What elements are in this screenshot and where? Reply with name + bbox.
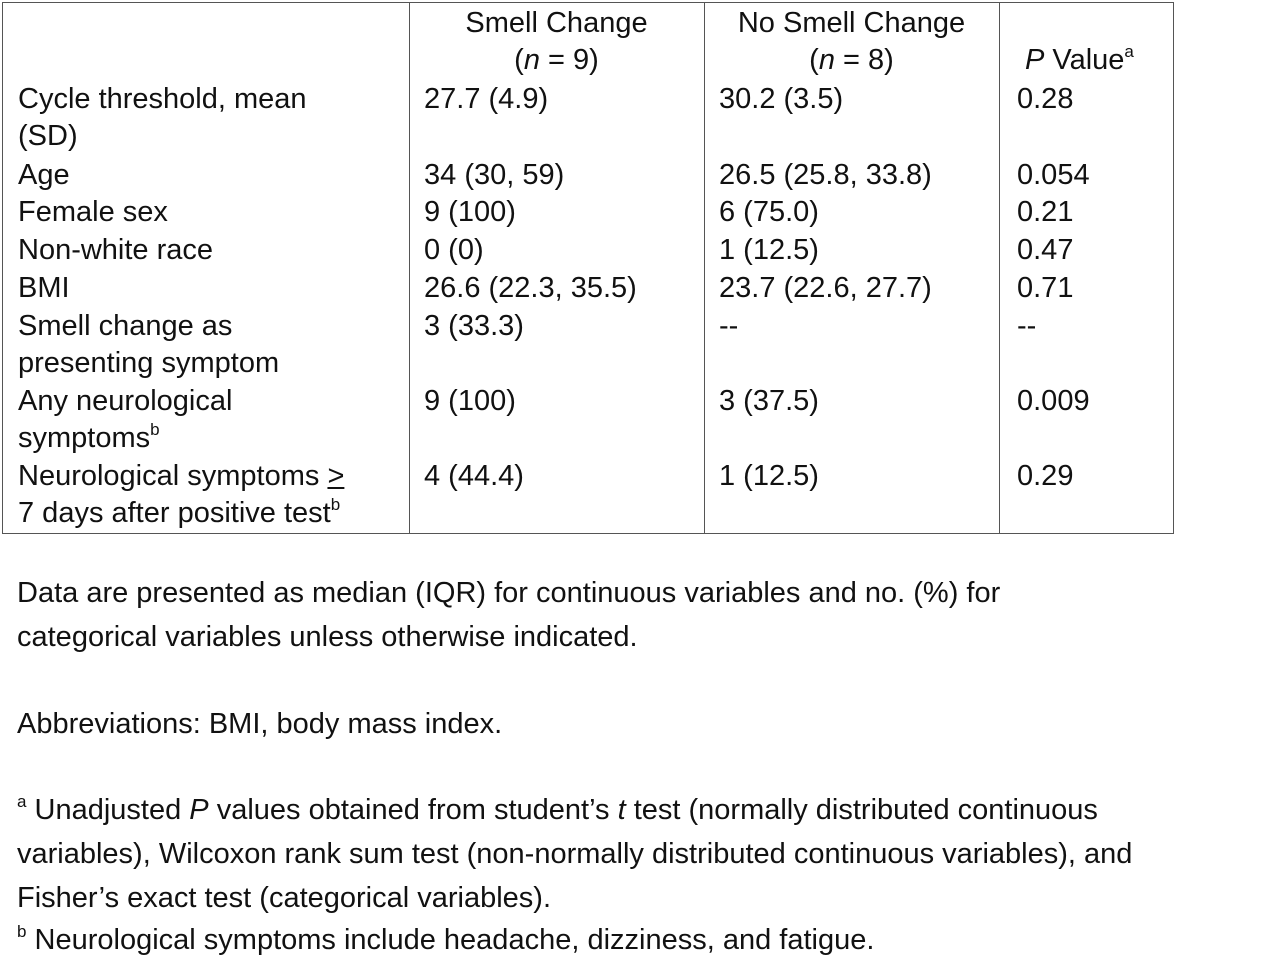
footnote-mark: b <box>17 922 27 941</box>
cell-p-value: 0.21 <box>1017 196 1074 228</box>
row-label-any-neuro <box>18 383 232 457</box>
header-p-value <box>1025 42 1134 79</box>
cell-smell: 34 (30, 59) <box>424 159 565 191</box>
row-label-line <box>18 420 232 457</box>
row-label-line: Smell change as <box>18 310 233 342</box>
row-label-female-sex: Female sex <box>18 196 168 228</box>
row-label-line: Any neurological <box>18 385 233 417</box>
note-text: Neurological symptoms include headache, dizziness, and fatigue. <box>26 924 875 956</box>
row-label-bmi: BMI <box>18 272 70 304</box>
cell-nosmell: -- <box>719 310 739 342</box>
cell-smell: 0 (0) <box>424 234 484 266</box>
header-smell-change <box>409 5 704 79</box>
header-p-ital: P <box>1025 44 1045 76</box>
cell-nosmell: 1 (12.5) <box>719 234 819 266</box>
cell-p-value: -- <box>1017 310 1037 342</box>
cell-smell: 27.7 (4.9) <box>424 83 549 115</box>
note-text: Unadjusted <box>26 794 190 826</box>
footnote-b <box>17 918 874 960</box>
note-text: values obtained from student’s <box>208 794 618 826</box>
footnote-mark: b <box>150 420 160 439</box>
cell-p-value: 0.054 <box>1017 159 1090 191</box>
column-divider <box>704 3 705 533</box>
note-line: categorical variables unless otherwise indicated. <box>17 621 638 653</box>
cell-p-value: 0.28 <box>1017 83 1074 115</box>
note-text-ital: P <box>189 794 209 826</box>
header-p-text: Value <box>1044 44 1125 76</box>
header-nosmell-n-pre: ( <box>809 44 819 76</box>
note-text-ital: t <box>617 794 626 826</box>
row-label-line <box>18 458 344 495</box>
header-nosmell-n-ital: n <box>818 44 835 76</box>
header-no-smell-change <box>704 5 999 79</box>
header-smell-n-post: = 9) <box>539 44 599 76</box>
row-label-text: Neurological symptoms <box>18 460 328 492</box>
footnote-mark: b <box>330 495 341 514</box>
cell-smell: 26.6 (22.3, 35.5) <box>424 272 637 304</box>
footnote-a <box>17 788 1132 920</box>
cell-nosmell: 26.5 (25.8, 33.8) <box>719 159 932 191</box>
note-line: variables), Wilcoxon rank sum test (non-normally distributed continuous variables), and <box>17 838 1133 870</box>
row-label-age: Age <box>18 159 70 191</box>
cell-smell: 9 (100) <box>424 385 516 417</box>
header-smell-n-pre: ( <box>514 44 524 76</box>
footnote-mark: a <box>17 792 27 811</box>
row-label-line: presenting symptom <box>18 347 280 379</box>
cell-smell: 3 (33.3) <box>424 310 524 342</box>
note-data-presentation <box>17 571 1000 659</box>
note-line: Data are presented as median (IQR) for continuous variables and no. (%) for <box>17 577 1001 609</box>
column-divider <box>409 3 410 533</box>
cell-nosmell: 1 (12.5) <box>719 460 819 492</box>
cell-nosmell: 6 (75.0) <box>719 196 819 228</box>
row-label-smell-presenting <box>18 308 279 382</box>
cell-nosmell: 30.2 (3.5) <box>719 83 844 115</box>
header-nosmell-n-post: = 8) <box>834 44 894 76</box>
note-line <box>17 788 1132 832</box>
cell-nosmell: 3 (37.5) <box>719 385 819 417</box>
header-nosmell-title: No Smell Change <box>737 7 966 39</box>
header-smell-n-ital: n <box>523 44 540 76</box>
header-smell-n <box>409 42 704 79</box>
row-label-line: Cycle threshold, mean <box>18 83 307 115</box>
row-label-line <box>18 495 344 532</box>
cell-p-value: 0.29 <box>1017 460 1074 492</box>
row-label-neuro-7days <box>18 458 344 532</box>
header-p-footnote-mark: a <box>1124 42 1134 61</box>
note-line: Fisher’s exact test (categorical variables). <box>17 882 552 914</box>
row-label-cycle-threshold <box>18 81 307 155</box>
cell-smell: 9 (100) <box>424 196 516 228</box>
note-abbreviations: Abbreviations: BMI, body mass index. <box>17 708 503 740</box>
characteristics-table <box>2 2 1174 534</box>
row-label-non-white-race: Non-white race <box>18 234 214 266</box>
cell-nosmell: 23.7 (22.6, 27.7) <box>719 272 932 304</box>
header-smell-title: Smell Change <box>465 7 648 39</box>
note-text: test (normally distributed continuous <box>625 794 1098 826</box>
cell-p-value: 0.71 <box>1017 272 1074 304</box>
column-divider <box>999 3 1000 533</box>
gte-symbol: > <box>327 460 345 492</box>
cell-smell: 4 (44.4) <box>424 460 524 492</box>
cell-p-value: 0.009 <box>1017 385 1090 417</box>
row-label-text: 7 days after positive test <box>18 497 331 529</box>
cell-p-value: 0.47 <box>1017 234 1074 266</box>
row-label-line: (SD) <box>18 120 78 152</box>
header-nosmell-n <box>704 42 999 79</box>
row-label-text: symptoms <box>18 422 151 454</box>
